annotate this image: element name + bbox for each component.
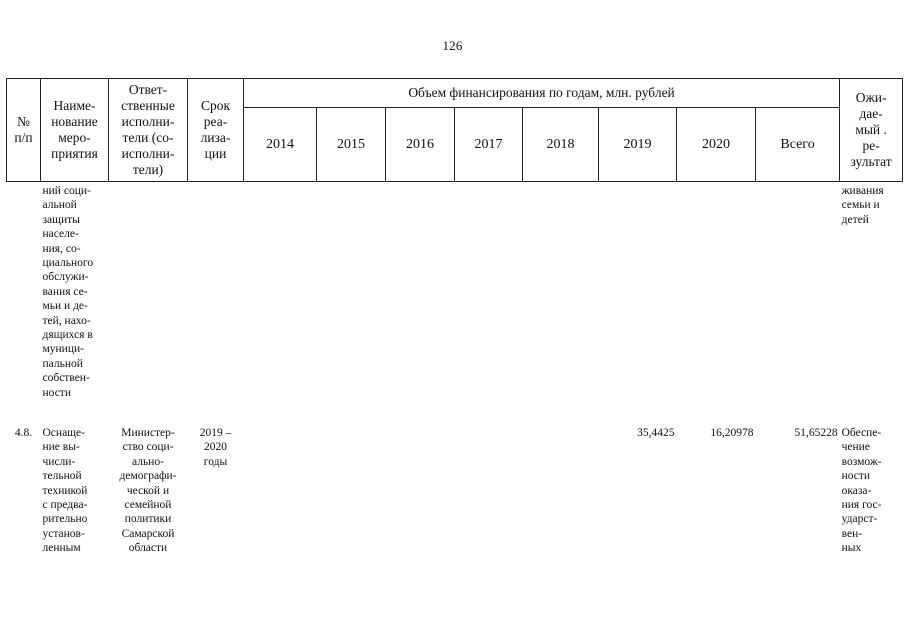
header-result: Ожи- дае- мый . ре- зультат <box>840 79 903 182</box>
header-total: Всего <box>756 108 840 182</box>
header-year-2016: 2016 <box>386 108 455 182</box>
header-year-2017: 2017 <box>455 108 523 182</box>
header-responsible: Ответ- ственные исполни- тели (со- исполни- тели) <box>109 79 188 182</box>
row-result: живания семьи и детей <box>841 185 884 226</box>
header-period: Срок реа- лиза- ции <box>188 79 244 182</box>
table-row <box>7 422 903 556</box>
row-value-2019 <box>599 182 677 423</box>
row-value-2019: 35,4425 <box>637 427 675 439</box>
header-year-2015: 2015 <box>317 108 386 182</box>
row-value-2017 <box>455 182 523 423</box>
row-value-2018 <box>523 422 599 556</box>
header-year-2014: 2014 <box>244 108 317 182</box>
row-responsible: Министер- ство соци- ально- демографи- ческой и семейной политики Самарской области <box>119 427 177 555</box>
row-value-2020 <box>677 182 756 423</box>
row-value-total <box>756 182 840 423</box>
row-value-2015 <box>317 182 386 423</box>
header-name: Наиме- нование меро- приятия <box>41 79 109 182</box>
row-value-2020: 16,20978 <box>710 427 754 439</box>
row-number <box>7 182 41 423</box>
row-number: 4.8. <box>14 427 33 439</box>
financing-table-container <box>6 78 903 556</box>
header-year-2020: 2020 <box>677 108 756 182</box>
row-value-2018 <box>523 182 599 423</box>
header-year-2019: 2019 <box>599 108 677 182</box>
row-period <box>188 182 244 423</box>
header-year-2018: 2018 <box>523 108 599 182</box>
row-value-2017 <box>455 422 523 556</box>
row-value-2014 <box>244 422 317 556</box>
table-header-row <box>7 79 903 108</box>
row-value-2016 <box>386 422 455 556</box>
table-row <box>7 182 903 423</box>
header-number: № п/п <box>7 79 41 182</box>
row-name: Оснаще- ние вы- числи- тельной техникой с предва- рительно установ- ленным <box>42 427 88 555</box>
row-value-2015 <box>317 422 386 556</box>
row-responsible <box>109 182 188 423</box>
page-number: 126 <box>442 38 463 53</box>
row-name: ний соци- альной защиты населе- ния, со- циального обслужи- вания се- мьи и де- тей, нахо- дящихся в муници- пальной собствен- ности <box>42 185 94 399</box>
financing-table <box>6 78 903 556</box>
row-value-total: 51,65228 <box>794 427 838 439</box>
row-period: 2019 – 2020 годы <box>199 427 232 468</box>
row-value-2016 <box>386 182 455 423</box>
row-result: Обеспе- чение возмож- ности оказа- ния гос- ударст- вен- ных <box>841 427 882 555</box>
row-value-2014 <box>244 182 317 423</box>
header-financing: Объем финансирования по годам, млн. рублей <box>244 79 840 108</box>
